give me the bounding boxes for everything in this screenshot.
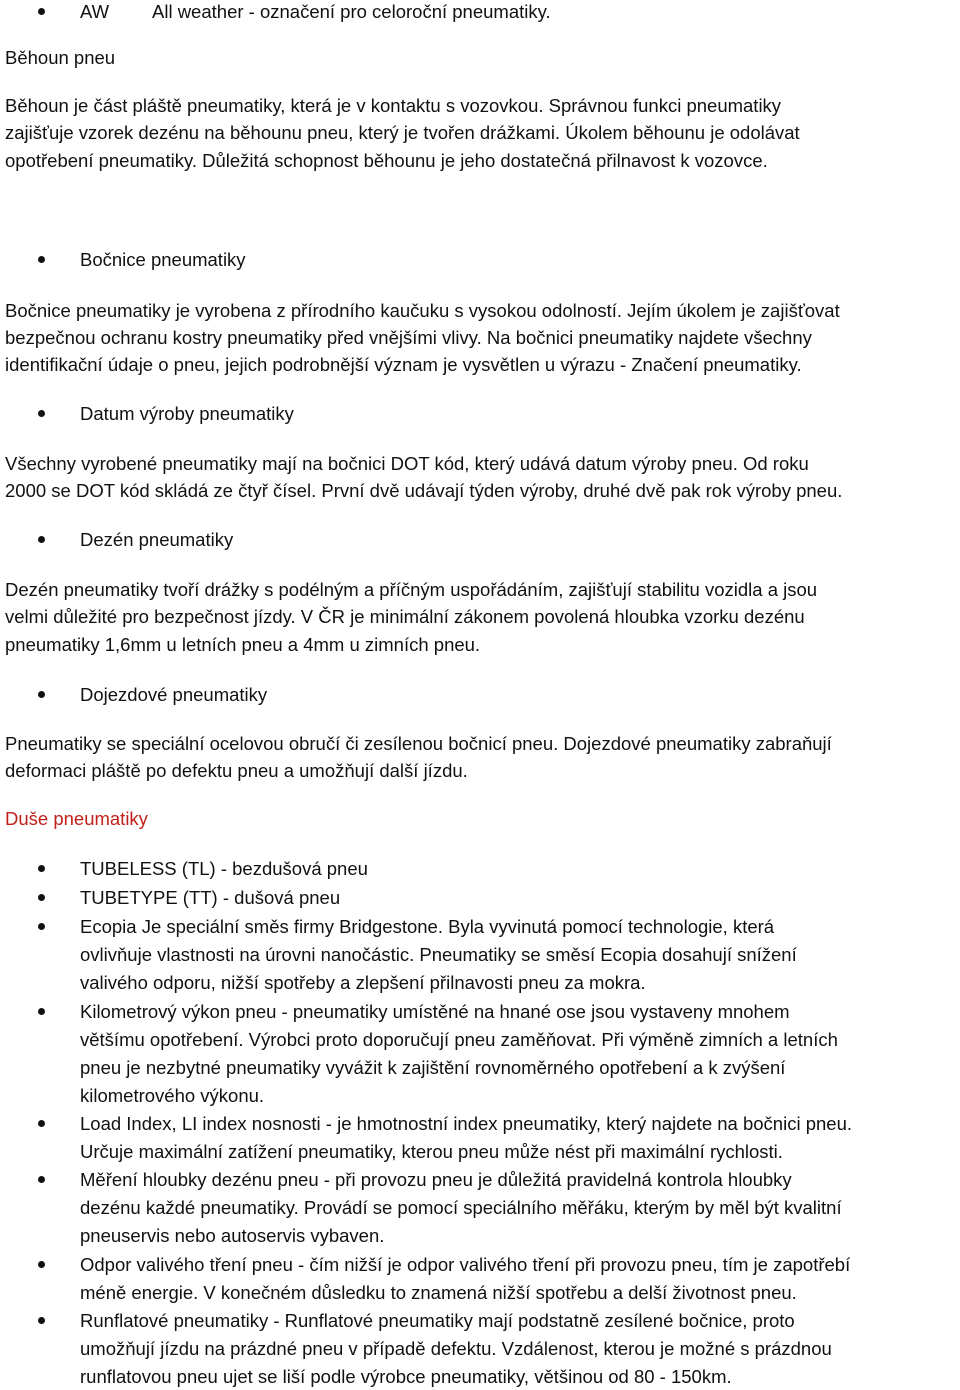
section-heading-duse: Duše pneumatiky [5, 808, 148, 829]
bullet-icon [38, 865, 45, 872]
bullet-icon [38, 536, 45, 543]
list-item-line: Určuje maximální zatížení pneumatiky, kterou pneu může nést při maximální rychlosti. [80, 1141, 783, 1162]
bullet-icon [38, 256, 45, 263]
paragraph-line: opotřebení pneumatiky. Důležitá schopnost běhounu je jeho dostatečná přilnavost k vozovce. [5, 150, 768, 171]
bullet-icon [38, 1176, 45, 1183]
paragraph-line: identifikační údaje o pneu, jejich podrobnější význam je vysvětlen u výrazu - Značení pneumatiky. [5, 354, 802, 375]
paragraph-line: zajišťuje vzorek dezénu na běhounu pneu, který je tvořen drážkami. Úkolem běhounu je odolávat [5, 122, 800, 143]
bullet-icon [38, 691, 45, 698]
section-heading-behoun: Běhoun pneu [5, 47, 116, 68]
paragraph-line: 2000 se DOT kód skládá ze čtyř čísel. První dvě udávají týden výroby, druhé dvě pak rok výroby pneu. [5, 480, 843, 501]
list-item-line: Ecopia Je speciální směs firmy Bridgestone. Byla vyvinutá pomocí technologie, která [80, 916, 775, 937]
paragraph-line: bezpečnou ochranu kostry pneumatiky před vnějšími vlivy. Na bočnici pneumatiky najdete všechny [5, 327, 812, 348]
list-item-line: kilometrového výkonu. [80, 1085, 265, 1106]
bullet-icon [38, 8, 45, 15]
list-item-line: Měření hloubky dezénu pneu - při provozu pneu je důležitá pravidelná kontrola hloubky [80, 1169, 792, 1190]
aw-text: All weather - označení pro celoroční pneumatiky. [152, 1, 551, 22]
bullet-icon [38, 894, 45, 901]
list-item-line: dezénu každé pneumatiky. Provádí se pomocí speciálního měřáku, kterým by měl být kvalitní [80, 1197, 842, 1218]
list-item-line: TUBETYPE (TT) - dušová pneu [80, 887, 341, 908]
bullet-icon [38, 1120, 45, 1127]
list-item-line: umožňují jízdu na prázdné pneu v případě defektu. Vzdálenost, kterou je možné s prázdnou [80, 1338, 832, 1359]
list-item-line: ovlivňuje vlastnosti na úrovni nanočástic. Pneumatiky se směsí Ecopia dosahují snížení [80, 944, 797, 965]
aw-abbr: AW [80, 1, 110, 22]
section-heading-bocnice: Bočnice pneumatiky [80, 249, 246, 270]
list-item-line: valivého odporu, nižší spotřeby a zlepšení přilnavosti pneu za mokra. [80, 972, 646, 993]
list-item-line: Odpor valivého tření pneu - čím nižší je odpor valivého tření při provozu pneu, tím je zapotřebí [80, 1254, 851, 1275]
list-item-line: pneu je nezbytné pneumatiky vyvážit k zajištění rovnoměrného opotřebení a k zvýšení [80, 1057, 786, 1078]
list-item-line: Kilometrový výkon pneu - pneumatiky umístěné na hnané ose jsou vystaveny mnohem [80, 1001, 790, 1022]
paragraph-line: Bočnice pneumatiky je vyrobena z přírodního kaučuku s vysokou odolností. Jejím úkolem je zajišťovat [5, 300, 840, 321]
paragraph-line: deformaci pláště po defektu pneu a umožňují další jízdu. [5, 760, 468, 781]
paragraph-line: velmi důležité pro bezpečnost jízdy. V ČR je minimální zákonem povolená hloubka vzorku dezénu [5, 606, 805, 627]
bullet-icon [38, 923, 45, 930]
bullet-icon [38, 410, 45, 417]
list-item-line: runflatovou pneu ujet se liší podle výrobce pneumatiky, většinou od 80 - 150km. [80, 1366, 732, 1387]
list-item-line: Load Index, LI index nosnosti - je hmotnostní index pneumatiky, který najdete na bočnici pneu. [80, 1113, 852, 1134]
bullet-icon [38, 1317, 45, 1324]
section-heading-dezen: Dezén pneumatiky [80, 529, 234, 550]
section-heading-datum: Datum výroby pneumatiky [80, 403, 294, 424]
list-item-line: Runflatové pneumatiky - Runflatové pneumatiky mají podstatně zesílené bočnice, proto [80, 1310, 795, 1331]
paragraph-line: Pneumatiky se speciální ocelovou obručí či zesílenou bočnicí pneu. Dojezdové pneumatiky zabraňují [5, 733, 832, 754]
list-item-line: méně energie. V konečném důsledku to znamená nižší spotřebu a delší životnost pneu. [80, 1282, 797, 1303]
list-item-line: většímu opotřebení. Výrobci proto doporučují pneu zaměňovat. Při výměně zimních a letních [80, 1029, 838, 1050]
list-item-line: pneuservis nebo autoservis vybaven. [80, 1225, 385, 1246]
paragraph-line: Dezén pneumatiky tvoří drážky s podélným a příčným uspořádáním, zajišťují stabilitu vozidla a jsou [5, 579, 818, 600]
bullet-icon [38, 1261, 45, 1268]
paragraph-line: Všechny vyrobené pneumatiky mají na bočnici DOT kód, který udává datum výroby pneu. Od roku [5, 453, 809, 474]
bullet-icon [38, 1008, 45, 1015]
paragraph-line: pneumatiky 1,6mm u letních pneu a 4mm u zimních pneu. [5, 634, 481, 655]
paragraph-line: Běhoun je část pláště pneumatiky, která je v kontaktu s vozovkou. Správnou funkci pneumatiky [5, 95, 782, 116]
list-item-line: TUBELESS (TL) - bezdušová pneu [80, 858, 368, 879]
section-heading-dojezdove: Dojezdové pneumatiky [80, 684, 268, 705]
